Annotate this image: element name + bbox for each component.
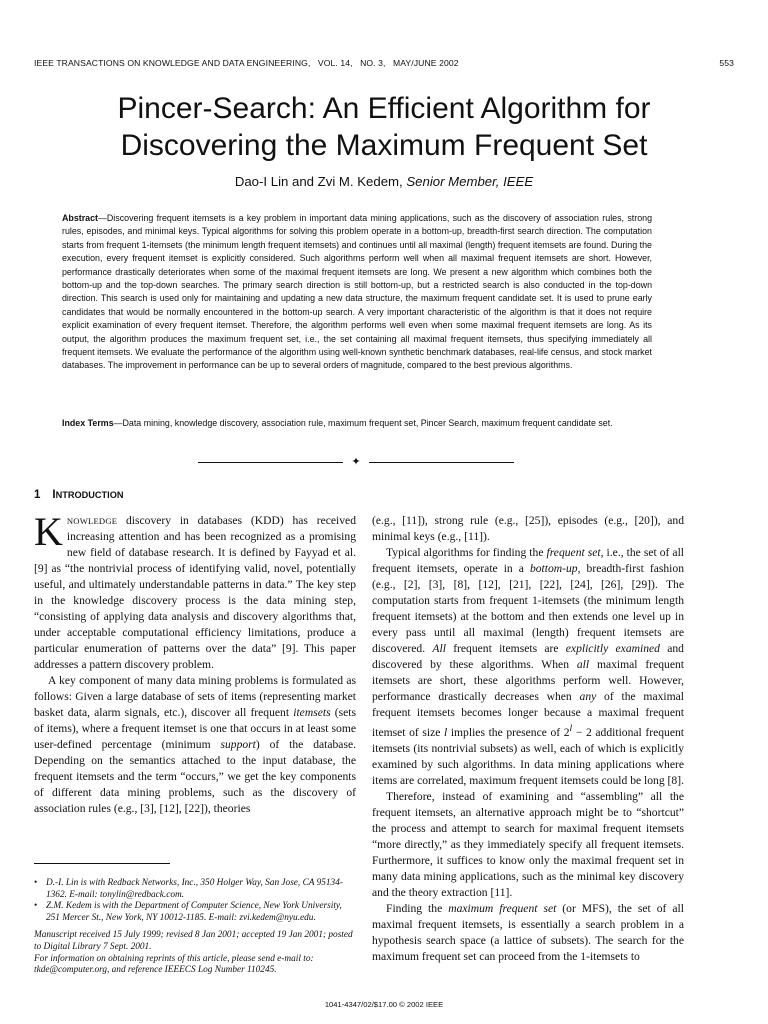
section-title-initial: I xyxy=(52,489,56,501)
emphasis: frequent set xyxy=(546,546,601,559)
author-line xyxy=(34,174,734,189)
manuscript-history: Manuscript received 15 July 1999; revised 8 Jan 2001; accepted 19 Jan 2001; posted to Digital Library 7 Sept. 2001. xyxy=(34,930,353,952)
paragraph-text: , breadth-first fashion (e.g., [2], [3], [8], [12], [21], [22], [24], [26], [29]). The computation starts from frequent 1-itemsets (the minimum length frequent itemsets) at the bottom and then extends one level up in every pass until all maximal (length) frequent itemsets are discovered. xyxy=(372,562,684,655)
page-number: 553 xyxy=(719,58,734,68)
emphasis: any xyxy=(579,690,597,703)
paragraph-text: maximal frequent itemsets are short, these algorithms perform well. However, performance drastically decreases when xyxy=(372,658,684,703)
footnote-affiliation-lin: • D.-I. Lin is with Redback Networks, Inc., 350 Holger Way, San Jose, CA 95134-1362. E-mail: tonylin@redback.com. xyxy=(34,878,356,901)
paragraph xyxy=(372,513,684,545)
separator-line-right xyxy=(369,462,514,463)
paragraph-text: ) of the database. Depending on the semantics attached to the input database, the frequent itemsets and the term “occurs,” we get the key components of different data mining problems, such as the discovery of association rules (e.g., [3], [12], [22]), theories xyxy=(34,738,356,815)
footnotes xyxy=(34,878,356,977)
math-expression: − 2 xyxy=(572,725,592,739)
section-heading xyxy=(34,489,124,501)
index-terms xyxy=(62,417,652,430)
emphasis: support xyxy=(220,738,256,751)
section-number: 1 xyxy=(34,489,41,501)
separator-line-left xyxy=(198,462,343,463)
author-role: Senior Member, IEEE xyxy=(406,174,534,189)
emphasis: all xyxy=(576,658,590,671)
paragraph-text: and discovered by these algorithms. When xyxy=(372,642,684,671)
emphasis: bottom-up xyxy=(529,562,578,575)
abstract-text: —Discovering frequent itemsets is a key problem in important data mining applications, such as the discovery of association rules, strong rules, episodes, and minimal keys. Typical algorithms for solving this problem operate in a bottom-up, breadth-first search direction. The computation starts from frequent 1-itemsets (the minimum length frequent itemsets) and continues until all maximal (length) frequent itemsets are found. During the execution, every frequent itemset is explicitly considered. Such algorithms perform well when all maximal frequent itemsets are short. However, performance drastically deteriorates when some of the maximal frequent itemsets are long. We present a new algorithm which combines both the bottom-up and the top-down searches. The primary search direction is still bottom-up, but a restricted search is also conducted in the top-down direction. This search is used only for maintaining and updating a new data structure, the maximum frequent candidate set. It is used to prune early candidates that would be normally encountered in the bottom-up search. A very important characteristic of the algorithm is that it does not require explicit examination of every frequent itemset. Therefore, the algorithm performs well even when some maximal frequent itemsets are long. As its output, the algorithm produces the maximum frequent set, i.e., the set containing all maximal frequent itemsets, thus specifying immediately all frequent itemsets. We evaluate the performance of the algorithm using well-known synthetic benchmark databases, real-life census, and stock market databases. The improvement in performance can be up to several orders of magnitude, compared to the best previous algorithms. xyxy=(62,213,652,371)
footnote-affiliation-kedem: • Z.M. Kedem is with the Department of Computer Science, New York University, 251 Mercer St., New York, NY 10012-1185. E-mail: zvi.kedem@nyu.edu. xyxy=(34,901,356,924)
paragraph-text: additional frequent itemsets (its nontrivial subsets) as well, each of which is explicitly examined by such algorithms. In data mining applications where items are correlated, maximum frequent itemsets could be long [8]. xyxy=(372,725,684,787)
paragraph-text: Typical algorithms for finding the xyxy=(386,546,547,559)
paragraph xyxy=(34,509,356,673)
paragraph-text: implies the presence of xyxy=(447,725,564,739)
emphasis: All xyxy=(432,642,446,655)
paragraph-text: A key component of many data mining problems is formulated as follows: Given a large database of sets of items (representing market basket data, alarm signals, etc.), discover all frequent xyxy=(34,674,356,719)
separator-ornament-icon: ✦ xyxy=(351,456,361,468)
index-terms-label: Index Terms xyxy=(62,418,114,428)
paragraph-text: of the maximal frequent itemsets becomes longer because a maximal frequent itemset of size xyxy=(372,690,684,739)
footnote-rule xyxy=(34,863,170,864)
section-title-rest: NTRODUCTION xyxy=(55,490,124,500)
math-expression: 2 xyxy=(563,725,570,739)
emphasis: maximum frequent set xyxy=(448,901,557,915)
paper-title xyxy=(34,90,734,164)
paragraph xyxy=(372,901,684,965)
title-line-2: Discovering the Maximum Frequent Set xyxy=(120,129,648,162)
author-names: Dao-I Lin and Zvi M. Kedem, xyxy=(234,174,403,189)
math-variable: l xyxy=(443,725,448,739)
emphasis: itemsets xyxy=(293,706,331,719)
emphasis: explicitly examined xyxy=(565,642,660,655)
paragraph xyxy=(372,789,684,901)
paragraph-text: frequent itemsets are xyxy=(445,642,566,655)
running-head xyxy=(34,58,734,68)
paragraph-text: (or MFS), the set of all maximal frequent itemsets, is essentially a search problem in a hypothesis search space (a lattice of subsets). The search for the maximum frequent set can proceed from the 1-itemsets to xyxy=(372,901,684,963)
journal-citation: IEEE TRANSACTIONS ON KNOWLEDGE AND DATA ENGINEERING, VOL. 14, NO. 3, MAY/JUNE 2002 xyxy=(34,58,459,68)
abstract-label: Abstract xyxy=(62,213,99,223)
paragraph-text: (e.g., [11]), strong rule (e.g., [25]), episodes (e.g., [20]), and minimal keys (e.g., [11]). xyxy=(372,514,684,543)
paragraph-text: Therefore, instead of examining and “assembling” all the frequent itemsets, an alternative approach might be to “shortcut” the process and attempt to search for maximal frequent itemsets “more directly,” as they immediately specify all frequent itemsets. Furthermore, it suffices to know only the maximal frequent set in many data mining applications, such as the minimal key discovery and the theory extraction [11]. xyxy=(372,789,684,899)
section-separator xyxy=(198,458,514,468)
title-line-1: Pincer-Search: An Efficient Algorithm for xyxy=(117,92,651,125)
math-exponent: l xyxy=(569,723,573,734)
paragraph xyxy=(34,673,356,817)
copyright-footer: 1041-4347/02/$17.00 © 2002 IEEE xyxy=(324,1000,444,1009)
paragraph-text: , i.e., the set of all frequent itemsets, operate in a xyxy=(372,546,685,575)
drop-cap: K xyxy=(34,509,63,554)
reprints-note: For information on obtaining reprints of this article, please send e-mail to: tkde@computer.org, and reference IEEECS Log Number 110245. xyxy=(34,953,314,976)
index-terms-text: —Data mining, knowledge discovery, association rule, maximum frequent set, Pincer Search, maximum frequent candidate set. xyxy=(113,418,613,428)
paragraph-text: (sets of items), where a frequent itemset is one that occurs in at least some user-defined percentage (minimum xyxy=(34,706,357,751)
left-column xyxy=(34,509,357,817)
right-column xyxy=(372,513,684,965)
abstract xyxy=(62,212,652,373)
paragraph-text: Finding the xyxy=(386,901,449,915)
paragraph-text: discovery in databases (KDD) has received increasing attention and has been recognized as a promising new field of database research. It is defined by Fayyad et al. [9] as “the nontrivial process of identifying valid, novel, potentially useful, and ultimately understandable patterns in data.” The key step in the knowledge discovery process is the data mining step, “consisting of applying data analysis and discovery algorithms that, under acceptable computational efficiency limitations, produce a particular enumeration of patterns over the data” [9]. This paper addresses a pattern discovery problem. xyxy=(34,514,356,671)
paragraph xyxy=(372,545,684,789)
smallcaps-lead: NOWLEDGE xyxy=(66,516,118,526)
